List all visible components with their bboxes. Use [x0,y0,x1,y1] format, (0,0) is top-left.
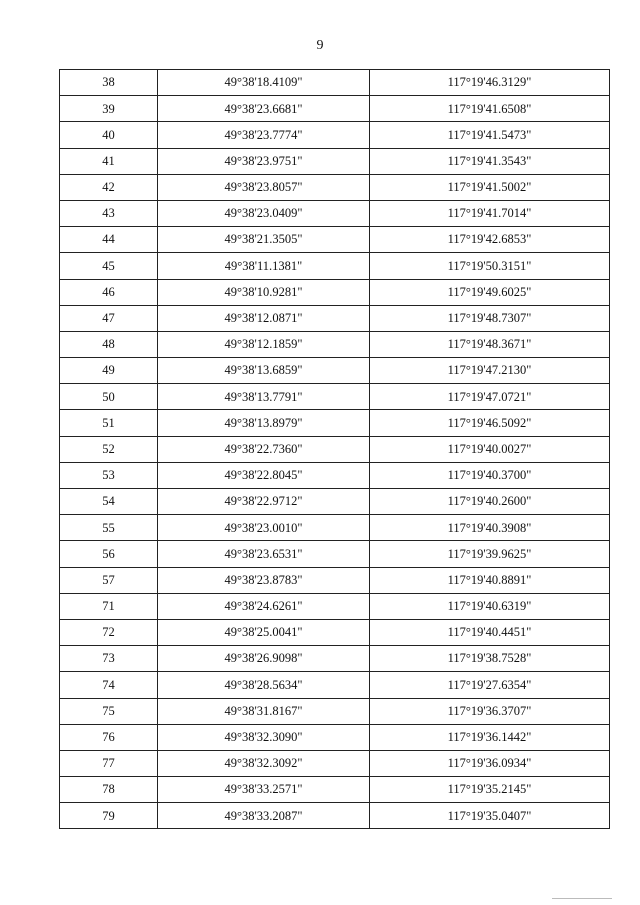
latitude-cell: 49°38'13.8979" [158,410,370,436]
latitude-cell: 49°38'23.6531" [158,541,370,567]
point-number-cell: 56 [60,541,158,567]
longitude-cell: 117°19'41.6508" [370,96,610,122]
point-number-cell: 73 [60,646,158,672]
table-row [60,410,610,436]
longitude-cell: 117°19'48.7307" [370,305,610,331]
point-number-cell: 72 [60,619,158,645]
point-number-cell: 47 [60,305,158,331]
latitude-cell: 49°38'12.1859" [158,331,370,357]
table-row [60,593,610,619]
table-row [60,174,610,200]
longitude-cell: 117°19'35.0407" [370,803,610,829]
point-number-cell: 79 [60,803,158,829]
point-number-cell: 46 [60,279,158,305]
latitude-cell: 49°38'23.8783" [158,567,370,593]
table-row [60,698,610,724]
table-row [60,436,610,462]
point-number-cell: 43 [60,200,158,226]
table-row [60,515,610,541]
latitude-cell: 49°38'33.2571" [158,777,370,803]
page-number: 9 [316,38,324,53]
longitude-cell: 117°19'36.0934" [370,750,610,776]
longitude-cell: 117°19'40.6319" [370,593,610,619]
table-row [60,750,610,776]
latitude-cell: 49°38'22.9712" [158,489,370,515]
point-number-cell: 50 [60,384,158,410]
table-row [60,358,610,384]
point-number-cell: 76 [60,724,158,750]
longitude-cell: 117°19'40.3700" [370,462,610,488]
latitude-cell: 49°38'23.9751" [158,148,370,174]
table-row [60,619,610,645]
point-number-cell: 71 [60,593,158,619]
longitude-cell: 117°19'48.3671" [370,331,610,357]
latitude-cell: 49°38'32.3090" [158,724,370,750]
point-number-cell: 77 [60,750,158,776]
point-number-cell: 38 [60,70,158,96]
latitude-cell: 49°38'23.0409" [158,200,370,226]
table-row [60,331,610,357]
latitude-cell: 49°38'21.3505" [158,227,370,253]
longitude-cell: 117°19'40.3908" [370,515,610,541]
point-number-cell: 57 [60,567,158,593]
table-row [60,541,610,567]
table-row [60,227,610,253]
scan-edge-mark [552,898,612,899]
point-number-cell: 52 [60,436,158,462]
point-number-cell: 53 [60,462,158,488]
longitude-cell: 117°19'38.7528" [370,646,610,672]
table-row [60,462,610,488]
latitude-cell: 49°38'10.9281" [158,279,370,305]
table-row [60,777,610,803]
table-row [60,803,610,829]
coordinates-table [59,69,610,829]
point-number-cell: 51 [60,410,158,436]
longitude-cell: 117°19'35.2145" [370,777,610,803]
longitude-cell: 117°19'47.0721" [370,384,610,410]
latitude-cell: 49°38'23.0010" [158,515,370,541]
point-number-cell: 74 [60,672,158,698]
point-number-cell: 78 [60,777,158,803]
longitude-cell: 117°19'41.5473" [370,122,610,148]
table-row [60,148,610,174]
point-number-cell: 39 [60,96,158,122]
table-row [60,122,610,148]
longitude-cell: 117°19'47.2130" [370,358,610,384]
latitude-cell: 49°38'22.7360" [158,436,370,462]
table-row [60,567,610,593]
table-row [60,489,610,515]
latitude-cell: 49°38'22.8045" [158,462,370,488]
coordinates-table-body [60,70,610,829]
table-row [60,279,610,305]
latitude-cell: 49°38'26.9098" [158,646,370,672]
longitude-cell: 117°19'36.1442" [370,724,610,750]
longitude-cell: 117°19'39.9625" [370,541,610,567]
latitude-cell: 49°38'33.2087" [158,803,370,829]
table-row [60,646,610,672]
longitude-cell: 117°19'40.0027" [370,436,610,462]
latitude-cell: 49°38'23.8057" [158,174,370,200]
point-number-cell: 54 [60,489,158,515]
table-row [60,305,610,331]
table-row [60,253,610,279]
point-number-cell: 45 [60,253,158,279]
longitude-cell: 117°19'40.4451" [370,619,610,645]
longitude-cell: 117°19'40.2600" [370,489,610,515]
latitude-cell: 49°38'28.5634" [158,672,370,698]
latitude-cell: 49°38'31.8167" [158,698,370,724]
longitude-cell: 117°19'27.6354" [370,672,610,698]
point-number-cell: 41 [60,148,158,174]
latitude-cell: 49°38'11.1381" [158,253,370,279]
point-number-cell: 44 [60,227,158,253]
point-number-cell: 49 [60,358,158,384]
longitude-cell: 117°19'50.3151" [370,253,610,279]
longitude-cell: 117°19'42.6853" [370,227,610,253]
latitude-cell: 49°38'18.4109" [158,70,370,96]
table-row [60,70,610,96]
table-row [60,96,610,122]
latitude-cell: 49°38'23.6681" [158,96,370,122]
latitude-cell: 49°38'25.0041" [158,619,370,645]
table-row [60,724,610,750]
latitude-cell: 49°38'13.7791" [158,384,370,410]
point-number-cell: 48 [60,331,158,357]
longitude-cell: 117°19'36.3707" [370,698,610,724]
point-number-cell: 75 [60,698,158,724]
table-row [60,384,610,410]
latitude-cell: 49°38'23.7774" [158,122,370,148]
point-number-cell: 42 [60,174,158,200]
table-row [60,200,610,226]
longitude-cell: 117°19'41.3543" [370,148,610,174]
point-number-cell: 40 [60,122,158,148]
longitude-cell: 117°19'41.7014" [370,200,610,226]
latitude-cell: 49°38'24.6261" [158,593,370,619]
latitude-cell: 49°38'12.0871" [158,305,370,331]
latitude-cell: 49°38'32.3092" [158,750,370,776]
point-number-cell: 55 [60,515,158,541]
longitude-cell: 117°19'40.8891" [370,567,610,593]
longitude-cell: 117°19'49.6025" [370,279,610,305]
longitude-cell: 117°19'41.5002" [370,174,610,200]
latitude-cell: 49°38'13.6859" [158,358,370,384]
longitude-cell: 117°19'46.3129" [370,70,610,96]
longitude-cell: 117°19'46.5092" [370,410,610,436]
table-row [60,672,610,698]
